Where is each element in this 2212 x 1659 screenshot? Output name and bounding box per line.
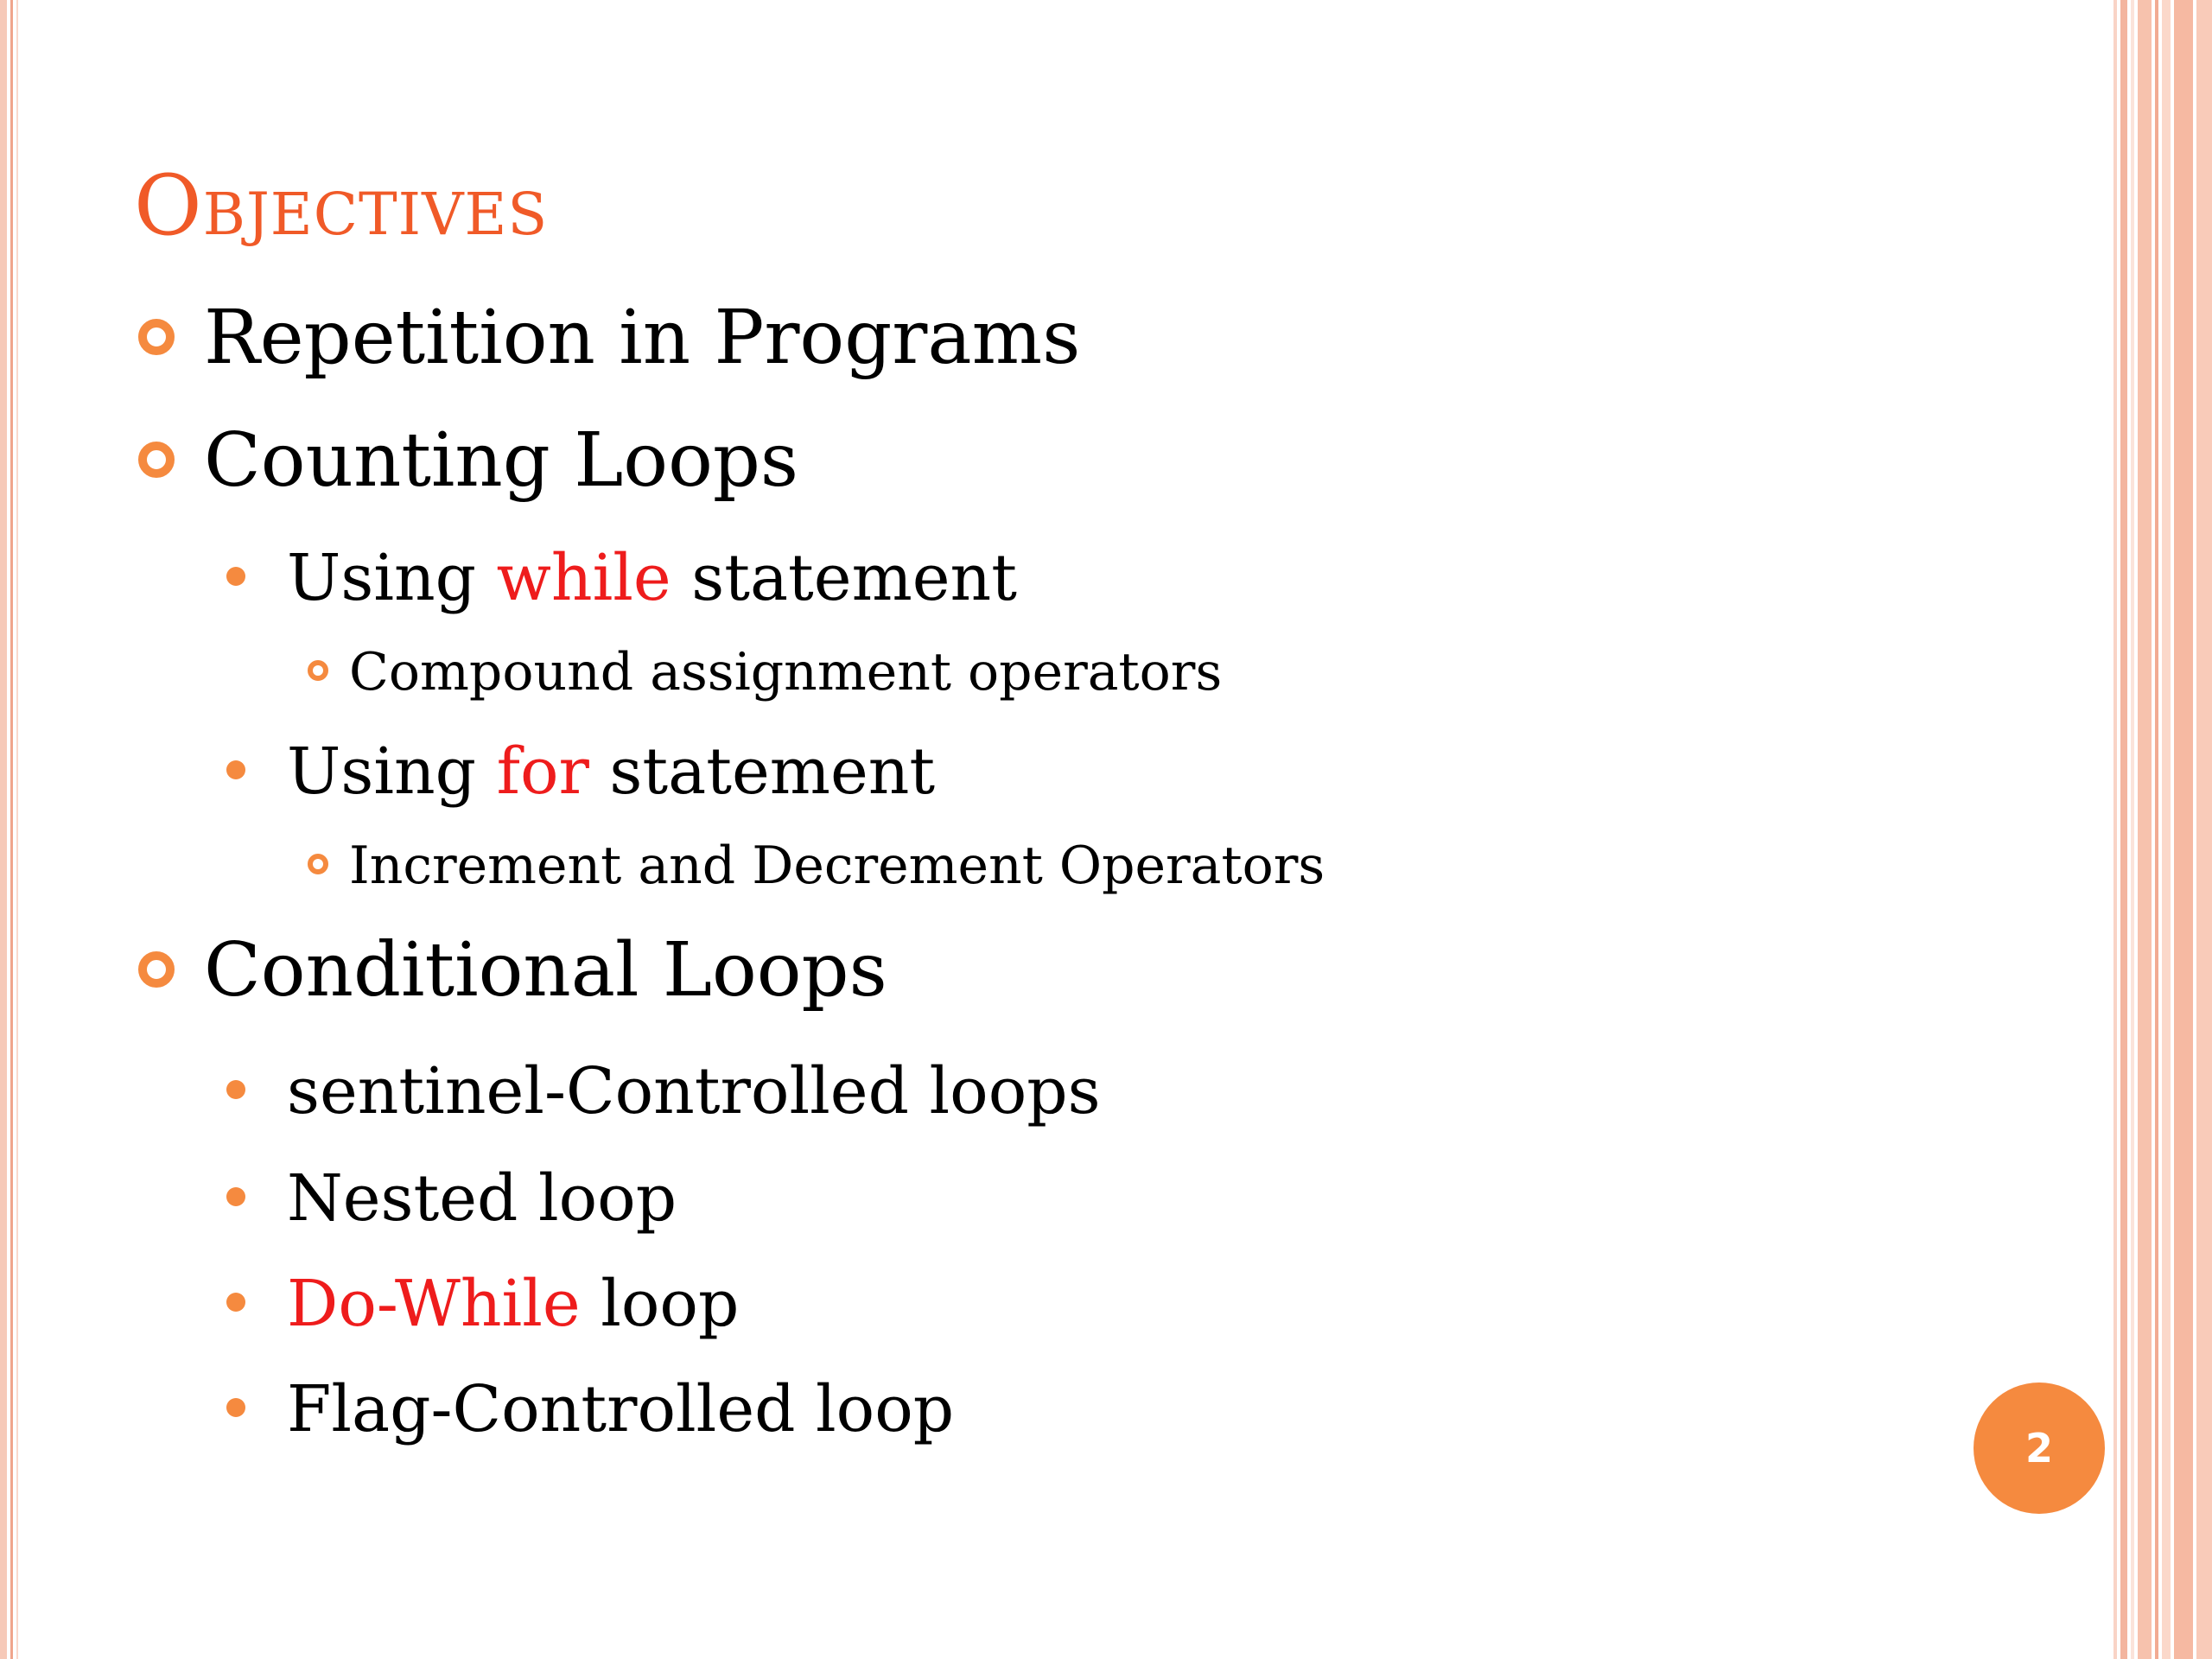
bullet-text: Increment and Decrement Operators — [349, 836, 1325, 896]
bullet-item-level1 — [138, 295, 1081, 381]
bullet-text: Using — [287, 541, 497, 615]
left-border-stripe — [16, 0, 18, 1659]
left-border-stripe — [0, 0, 7, 1659]
keyword-text: while — [496, 541, 671, 615]
right-border-stripe — [2120, 0, 2127, 1659]
bullet-text: Conditional Loops — [204, 927, 887, 1014]
right-border-stripe — [2113, 0, 2117, 1659]
bullet-item-level2 — [226, 1372, 955, 1446]
slide-title: Objectives — [134, 157, 549, 254]
ring-bullet-icon — [138, 319, 175, 355]
ring-bullet-icon — [138, 951, 175, 988]
right-border-stripe — [2162, 0, 2171, 1659]
bullet-text: Repetition in Programs — [204, 295, 1081, 381]
right-border-stripe — [2131, 0, 2134, 1659]
keyword-text: Do-While — [287, 1267, 581, 1341]
bullet-item-level2 — [226, 541, 1017, 615]
right-border-stripe — [2138, 0, 2152, 1659]
dot-bullet-icon — [226, 1080, 245, 1099]
keyword-text: for — [496, 734, 589, 809]
dot-bullet-icon — [226, 567, 245, 586]
bullet-text: Nested loop — [287, 1161, 677, 1236]
right-border-stripe — [2174, 0, 2193, 1659]
bullet-item-level1 — [138, 927, 887, 1014]
ring-bullet-icon — [138, 442, 175, 478]
left-border-stripe — [10, 0, 13, 1659]
bullet-text: Using — [287, 734, 497, 809]
bullet-text: Compound assignment operators — [349, 642, 1223, 702]
dot-bullet-icon — [226, 760, 245, 779]
dot-bullet-icon — [226, 1187, 245, 1206]
ring-bullet-icon — [308, 660, 328, 681]
bullet-text: loop — [580, 1267, 740, 1341]
dot-bullet-icon — [226, 1398, 245, 1417]
bullet-item-level1 — [138, 417, 799, 504]
ring-bullet-icon — [308, 854, 328, 874]
right-border-stripe — [2196, 0, 2212, 1659]
bullet-item-level3 — [308, 642, 1223, 702]
bullet-text: sentinel-Controlled loops — [287, 1054, 1101, 1128]
right-border-stripe — [2155, 0, 2158, 1659]
bullet-text: Counting Loops — [204, 417, 799, 504]
bullet-item-level2 — [226, 1267, 740, 1341]
bullet-text: Flag-Controlled loop — [287, 1372, 955, 1446]
page-number-badge: 2 — [1974, 1382, 2105, 1514]
bullet-text: statement — [588, 734, 936, 809]
bullet-item-level2 — [226, 1054, 1101, 1128]
bullet-item-level2 — [226, 1161, 677, 1236]
bullet-text: statement — [671, 541, 1017, 615]
bullet-item-level2 — [226, 734, 936, 809]
dot-bullet-icon — [226, 1293, 245, 1312]
bullet-item-level3 — [308, 836, 1325, 896]
